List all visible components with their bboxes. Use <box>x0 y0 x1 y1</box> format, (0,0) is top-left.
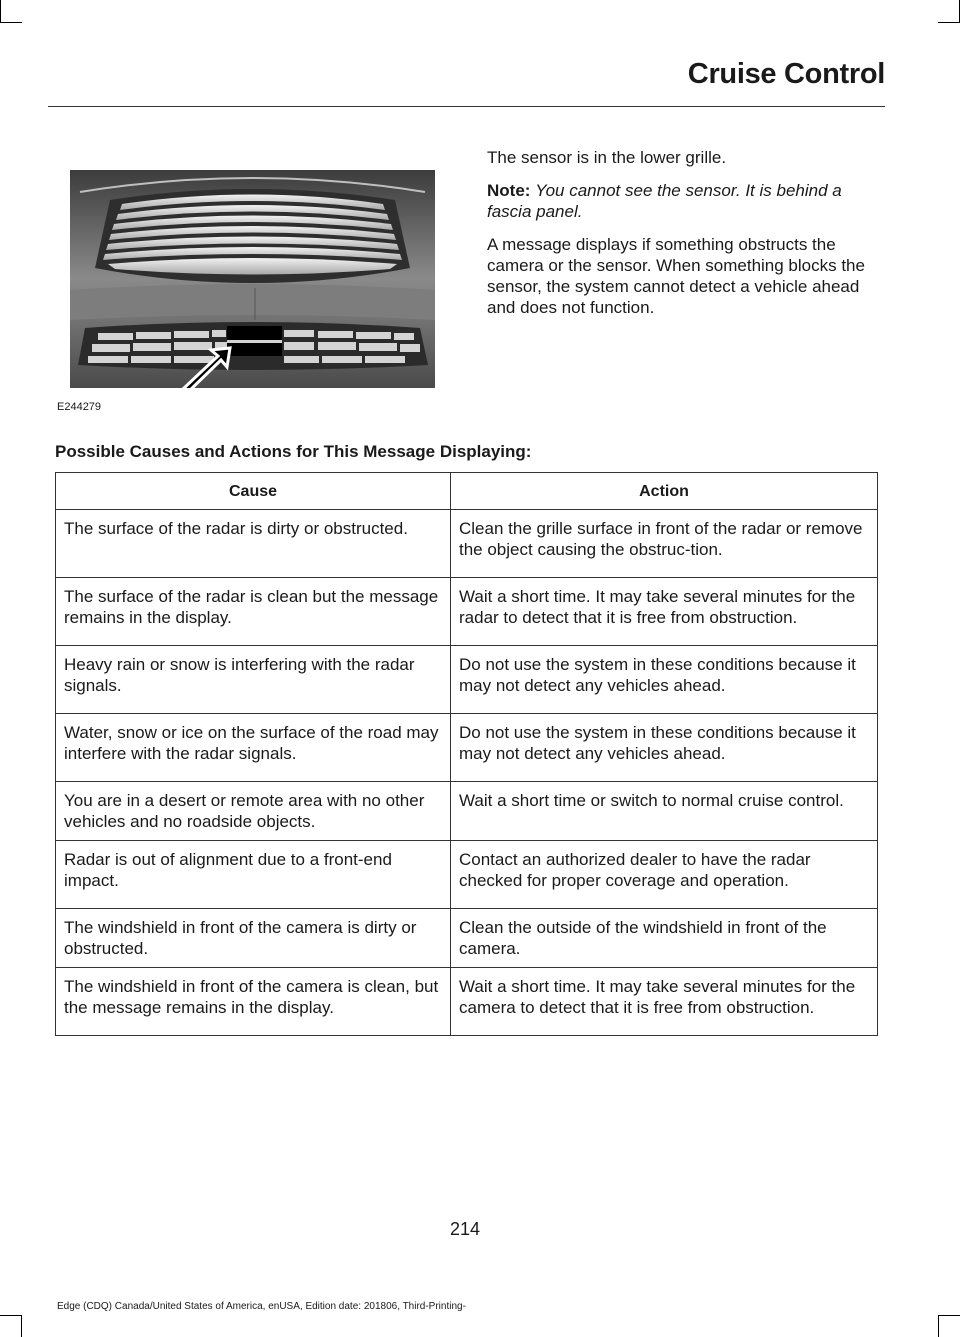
table-row <box>56 646 878 714</box>
page-title: Cruise Control <box>687 58 885 90</box>
intro-line: The sensor is in the lower grille. <box>487 148 727 167</box>
action-cell: Wait a short time. It may take several minutes for the radar to detect that it is free from obstruction. <box>451 578 878 646</box>
note-text: You cannot see the sensor. It is behind a fascia panel. <box>487 181 842 221</box>
crop-mark <box>938 1315 939 1337</box>
table-row <box>56 782 878 841</box>
table-row <box>56 714 878 782</box>
crop-mark <box>21 1315 22 1337</box>
table-header-row <box>56 473 878 510</box>
action-cell: Do not use the system in these conditions because it may not detect any vehicles ahead. <box>451 714 878 782</box>
header-divider <box>48 106 885 107</box>
cause-cell: The windshield in front of the camera is clean, but the message remains in the display. <box>56 968 451 1036</box>
cause-cell: The windshield in front of the camera is dirty or obstructed. <box>56 909 451 968</box>
crop-mark <box>0 1315 22 1316</box>
cause-cell: The surface of the radar is clean but the message remains in the display. <box>56 578 451 646</box>
table-row <box>56 578 878 646</box>
table-row <box>56 510 878 578</box>
note-label: Note: <box>487 181 531 200</box>
cause-cell: You are in a desert or remote area with no other vehicles and no roadside objects. <box>56 782 451 841</box>
crop-mark <box>0 0 1 22</box>
action-cell: Clean the outside of the windshield in front of the camera. <box>451 909 878 968</box>
action-cell: Wait a short time or switch to normal cruise control. <box>451 782 878 841</box>
action-cell: Do not use the system in these conditions because it may not detect any vehicles ahead. <box>451 646 878 714</box>
footer-edition: Edge (CDQ) Canada/United States of America, enUSA, Edition date: 201806, Third-Printing- <box>57 1301 466 1312</box>
intro-text <box>487 147 882 330</box>
table-row <box>56 841 878 909</box>
action-cell: Clean the grille surface in front of the radar or remove the object causing the obstruc-tion. <box>451 510 878 578</box>
cause-cell: The surface of the radar is dirty or obstructed. <box>56 510 451 578</box>
crop-mark <box>938 22 960 23</box>
causes-actions-table <box>55 472 878 1036</box>
action-cell: Wait a short time. It may take several minutes for the camera to detect that it is free from obstruction. <box>451 968 878 1036</box>
cause-cell: Radar is out of alignment due to a front-end impact. <box>56 841 451 909</box>
crop-mark <box>0 22 22 23</box>
intro-paragraph: A message displays if something obstructs the camera or the sensor. When something blocks the sensor, the system cannot detect a vehicle ahead and does not function. <box>487 235 865 317</box>
grille-illustration <box>70 170 435 388</box>
table-row <box>56 968 878 1036</box>
figure-code: E244279 <box>57 401 102 413</box>
table-row <box>56 909 878 968</box>
page-number: 214 <box>449 1219 481 1239</box>
cause-cell: Heavy rain or snow is interfering with the radar signals. <box>56 646 451 714</box>
crop-mark <box>938 1315 960 1316</box>
note <box>487 180 882 222</box>
cause-cell: Water, snow or ice on the surface of the road may interfere with the radar signals. <box>56 714 451 782</box>
column-header-cause: Cause <box>56 473 451 510</box>
column-header-action: Action <box>451 473 878 510</box>
action-cell: Contact an authorized dealer to have the radar checked for proper coverage and operation. <box>451 841 878 909</box>
section-heading: Possible Causes and Actions for This Message Displaying: <box>55 442 532 461</box>
